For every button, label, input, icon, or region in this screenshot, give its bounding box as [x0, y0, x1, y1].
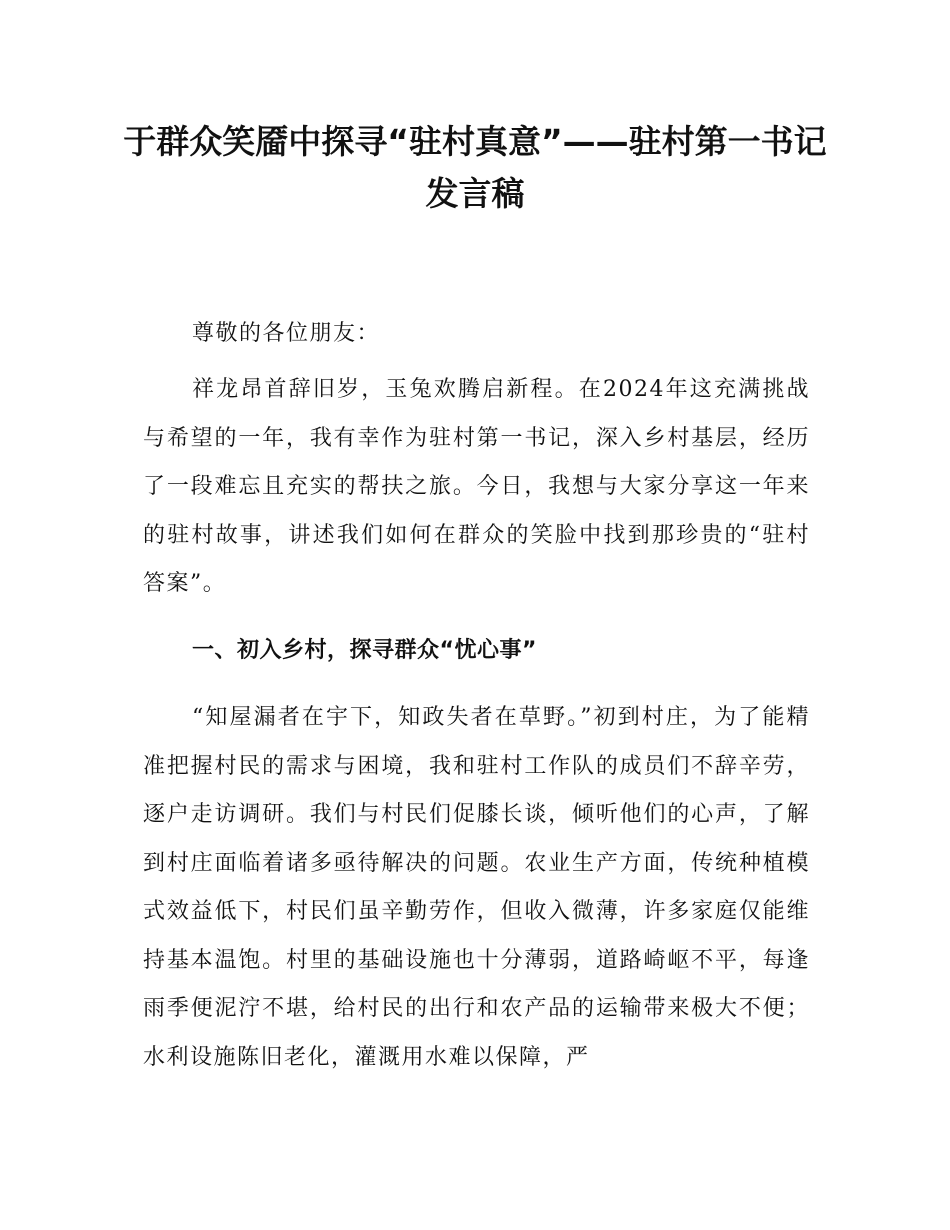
paragraph-intro: 祥龙昂首辞旧岁，玉兔欢腾启新程。在2024年这充满挑战与希望的一年，我有幸作为驻村第一书记，深入乡村基层，经历了一段难忘且充实的帮扶之旅。今日，我想与大家分享这一年来的驻村故事，讲述我们如何在群众的笑脸中找到那珍贵的“驻村答案”。 [143, 377, 810, 596]
section-heading-1: 一、初入乡村，探寻群众“忧心事” [192, 638, 537, 663]
paragraph-section-1: “知屋漏者在宇下，知政失者在草野。”初到村庄，为了能精准把握村民的需求与困境，我和驻村工作队的成员们不辞辛劳，逐户走访调研。我们与村民们促膝长谈，倾听他们的心声，了解到村庄面临着诸多亟待解决的问题。农业生产方面，传统种植模式效益低下，村民们虽辛勤劳作，但收入微薄，许多家庭仅能维持基本温饱。村里的基础设施也十分薄弱，道路崎岖不平，每逢雨季便泥泞不堪，给村民的出行和农产品的运输带来极大不便；水利设施陈旧老化，灌溉用水难以保障，严 [143, 705, 810, 1070]
salutation: 尊敬的各位朋友： [192, 321, 381, 346]
document-title: 于群众笑靥中探寻“驻村真意”——驻村第一书记发言稿 [123, 122, 827, 213]
